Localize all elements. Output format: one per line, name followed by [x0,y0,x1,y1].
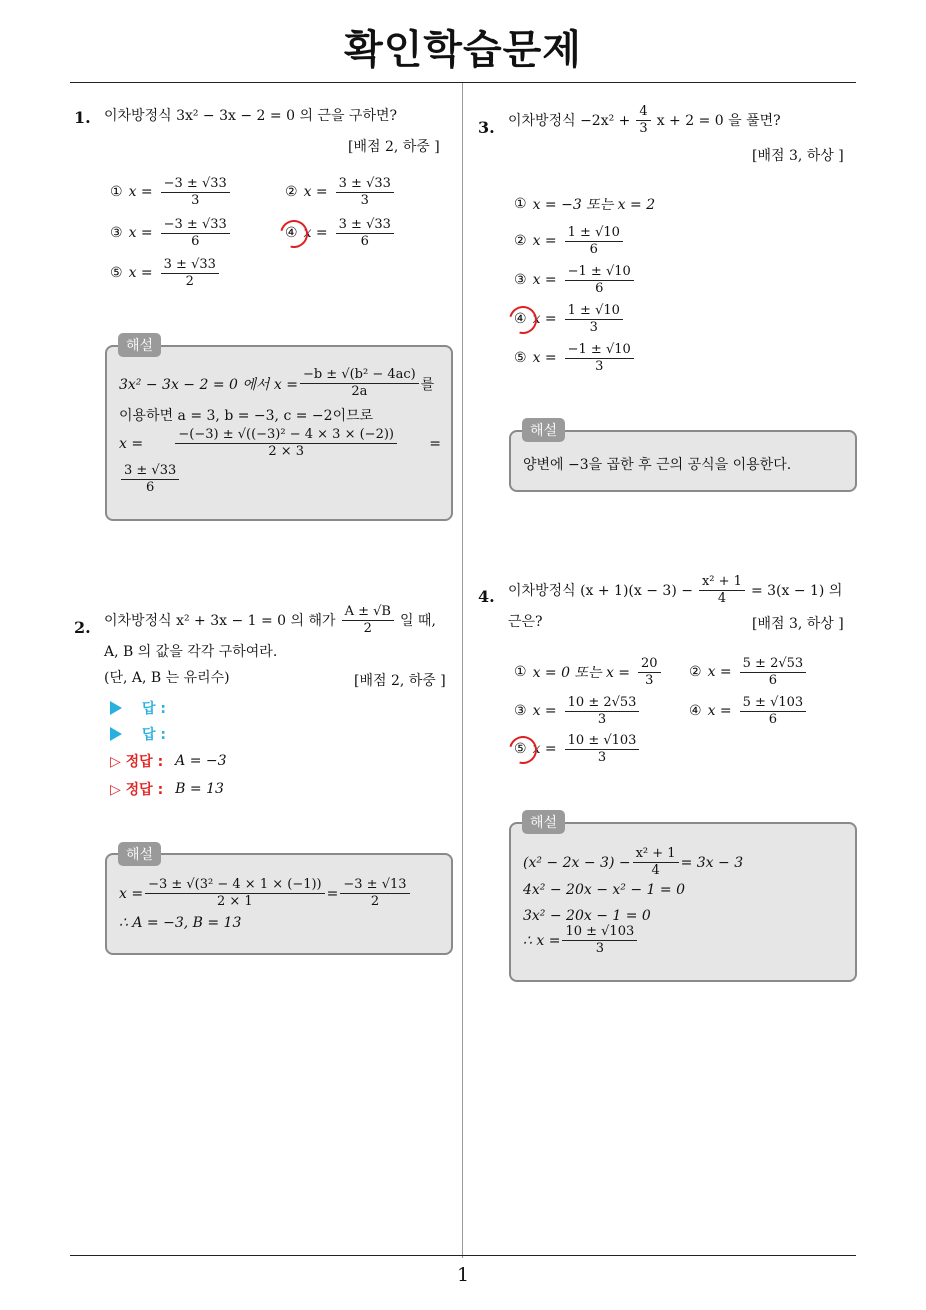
q2-answer-input-b[interactable] [110,724,166,744]
selected-circle [514,311,527,327]
frac-den: 4 [717,591,727,606]
option-lhs: x = [128,265,153,281]
page-title: 확인학습문제 [344,27,582,73]
frac-num: A ± √B [342,604,394,621]
q2-text-b: 일 때, [399,612,436,629]
option-fraction [565,225,623,258]
q4-text-b: = 3(x − 1) 의 [750,582,843,599]
option-mark: ① [514,664,527,680]
sol-fraction [633,846,679,879]
q4-number: 4. [478,587,495,606]
option-fraction [161,217,230,250]
q4-option-4[interactable] [689,694,808,728]
q3-sol-line1: 양변에 −3을 곱한 후 근의 공식을 이용한다. [523,457,792,473]
option-fraction [336,176,394,209]
q1-sol-line2: 이용하면 a = 3, b = −3, c = −2이므로 [119,408,374,424]
option-mark: ④ [514,311,527,327]
frac-num: x² + 1 [633,846,679,863]
q2-correct-2 [110,779,224,799]
q4-solution-box [509,822,857,982]
frac-den: 2 × 1 [217,894,253,909]
correct-value: A = −3 [175,753,227,769]
frac-den: 2a [351,384,368,399]
q3-meta: [배점 3, 하상 ] [752,148,844,164]
q4-sol-line3: 3x² − 20x − 1 = 0 [523,908,651,924]
q2-sol-line2: ∴ A = −3, B = 13 [119,915,242,931]
frac-num: −3 ± √33 [161,217,230,234]
frac-num: 3 ± √33 [121,463,179,480]
frac-num: −3 ± √(3² − 4 × 1 × (−1)) [145,877,325,894]
play-triangle-icon [110,727,122,741]
frac-num: −3 ± √13 [340,877,409,894]
q1-number: 1. [74,108,91,127]
sol-text: x = [119,885,144,902]
q4-line2: 근은? [508,614,543,630]
q1-solution-tag: 해설 [118,333,161,357]
column-divider [462,83,463,1258]
sol-text: 3x² − 3x − 2 = 0 에서 x = [119,376,298,393]
frac-num: −b ± √(b² − 4ac) [300,367,419,384]
q1-option-1[interactable] [110,175,232,209]
header-rule [70,82,856,83]
frac-den: 3 [597,711,607,727]
frac-den: 2 [370,894,380,909]
q3-option-1[interactable] [514,187,655,221]
q2-text-a: 이차방정식 x² + 3x − 1 = 0 의 해가 [104,612,336,629]
sol-text: x = [119,435,144,452]
q2-text [104,604,436,637]
q1-sol-line1 [119,367,434,400]
q4-solution-tag: 해설 [522,810,565,834]
sol-text: = 3x − 3 [680,854,744,871]
q3-text-a: 이차방정식 −2x² + [508,112,631,129]
selected-circle [514,741,527,757]
frac-num: 10 ± 2√53 [565,695,640,712]
sol-fraction [145,877,325,910]
option-lhs: x = [532,741,557,757]
frac-den: 6 [595,280,604,296]
option-lhs: x = [303,225,328,241]
q1-sol-line3 [119,427,441,460]
q2-solution-tag: 해설 [118,842,161,866]
option-lhs: x = [707,703,732,719]
frac-num: −1 ± √10 [565,264,634,281]
option-mark: ⑤ [514,350,527,366]
frac-num: x² + 1 [699,574,745,591]
q4-text [508,574,842,607]
option-mark: ② [689,664,702,680]
option-fraction [161,257,219,290]
option-fraction [336,217,394,250]
q1-option-3[interactable] [110,216,232,250]
q3-fraction [636,104,650,137]
option-lhs: x = [532,350,557,366]
frac-den: 2 [185,273,194,289]
frac-num: 20 [638,656,661,673]
option-mark: ③ [514,272,527,288]
q4-sol-line2: 4x² − 20x − x² − 1 = 0 [523,882,685,898]
correct-label: ▷ 정답 : [110,782,164,798]
sol-fraction [340,877,409,910]
sol-text: ∴ x = [523,932,561,949]
q3-text-b: x + 2 = 0 을 풀면? [656,112,781,129]
frac-den: 3 [639,121,648,136]
sol-text: = [326,885,339,902]
option-lhs: x = [128,184,153,200]
q2-meta: [배점 2, 하중 ] [354,673,446,689]
option-fraction [740,695,807,728]
option-lhs: x = [303,184,328,200]
q2-sol-line1 [119,877,412,910]
frac-den: 6 [768,672,778,688]
option-fraction [565,733,640,766]
frac-num: 10 ± √103 [565,733,640,750]
option-lhs: x = [532,311,557,327]
frac-den: 6 [768,711,778,727]
frac-num: 10 ± √103 [562,924,637,941]
frac-den: 3 [645,672,654,688]
frac-den: 4 [651,863,660,878]
red-circle-icon [275,215,313,253]
frac-num: 4 [636,104,650,121]
correct-label: ▷ 정답 : [110,754,164,770]
sol-text: 를 [420,376,435,393]
option-mark: ③ [110,225,123,241]
option-mark: ④ [689,703,702,719]
red-circle-icon [504,301,542,339]
frac-den: 3 [589,319,598,335]
option-fraction [161,176,230,209]
option-fraction [565,342,634,375]
option-mark: ⑤ [514,741,527,757]
option-mark: ① [514,196,527,212]
q1-option-2[interactable] [285,175,396,209]
correct-value: B = 13 [175,781,224,797]
answer-label: 답 : [142,701,166,717]
q2-fraction [342,604,394,637]
q1-meta: [배점 2, 하중 ] [348,139,440,155]
option-fraction [638,656,661,689]
option-mark: ② [514,233,527,249]
option-text: x = −3 또는 x = 2 [532,197,656,213]
frac-num: 5 ± 2√53 [740,656,807,673]
q1-solution-box [105,345,453,521]
q4-sol-line4 [523,924,639,957]
frac-den: 3 [191,192,200,208]
frac-den: 6 [191,233,200,249]
q4-option-5[interactable] [514,732,641,766]
frac-den: 3 [360,192,369,208]
q4-sol-line1 [523,846,743,879]
q2-correct-1 [110,751,227,771]
option-fraction [565,264,634,297]
option-text: x = 0 또는 x = [532,665,631,681]
sol-text: = [429,435,441,452]
option-mark: ④ [285,225,298,241]
sol-fraction [562,924,637,957]
frac-den: 6 [589,241,598,257]
q4-option-3[interactable] [514,694,641,728]
option-lhs: x = [707,664,732,680]
q2-line2: A, B 의 값을 각각 구하여라. [104,644,278,660]
frac-num: −(−3) ± √((−3)² − 4 × 3 × (−2)) [175,427,397,444]
q4-option-2[interactable] [689,655,808,689]
sol-text: (x² − 2x − 3) − [523,854,631,871]
q2-solution-box [105,853,453,955]
q3-option-3[interactable] [514,263,636,297]
option-fraction [740,656,807,689]
selected-circle [285,225,298,241]
frac-den: 3 [597,749,607,765]
q3-text [508,104,781,137]
frac-num: −1 ± √10 [565,342,634,359]
frac-num: 1 ± √10 [565,225,623,242]
option-fraction [565,303,623,336]
q1-text: 이차방정식 3x² − 3x − 2 = 0 의 근을 구하면? [104,108,397,124]
q4-option-1[interactable] [514,655,663,689]
q3-solution-tag: 해설 [522,418,565,442]
q3-option-5[interactable] [514,341,636,375]
option-fraction [565,695,640,728]
option-lhs: x = [532,233,557,249]
frac-den: 2 × 3 [268,444,305,459]
q1-sol-line4 [119,463,181,496]
frac-num: 3 ± √33 [336,176,394,193]
option-mark: ⑤ [110,265,123,281]
q1-option-4[interactable] [285,216,396,250]
frac-num: −3 ± √33 [161,176,230,193]
frac-den: 6 [360,233,369,249]
q3-option-4[interactable] [514,302,625,336]
option-mark: ② [285,184,298,200]
play-triangle-icon [110,701,122,715]
frac-num: 3 ± √33 [161,257,219,274]
option-lhs: x = [128,225,153,241]
q2-number: 2. [74,618,91,637]
page-number: 1 [456,1264,470,1286]
q4-text-a: 이차방정식 (x + 1)(x − 3) − [508,582,693,599]
frac-num: 3 ± √33 [336,217,394,234]
footer-rule [70,1255,856,1256]
option-mark: ③ [514,703,527,719]
option-lhs: x = [532,703,557,719]
answer-label: 답 : [142,727,166,743]
sol-fraction [300,367,419,400]
option-mark: ① [110,184,123,200]
frac-num: 5 ± √103 [740,695,807,712]
option-lhs: x = [532,272,557,288]
q4-fraction [699,574,745,607]
frac-den: 2 [363,621,372,636]
q2-line3: (단, A, B 는 유리수) [104,670,230,686]
q3-number: 3. [478,118,495,137]
frac-den: 6 [145,480,155,495]
q3-option-2[interactable] [514,224,625,258]
q2-answer-input-a[interactable] [110,698,166,718]
red-circle-icon [504,731,542,769]
q1-option-5[interactable] [110,256,221,290]
sol-fraction [175,427,397,460]
q4-meta: [배점 3, 하상 ] [752,616,844,632]
frac-num: 1 ± √10 [565,303,623,320]
frac-den: 3 [595,358,604,374]
frac-den: 3 [595,941,604,956]
sol-fraction [121,463,179,496]
